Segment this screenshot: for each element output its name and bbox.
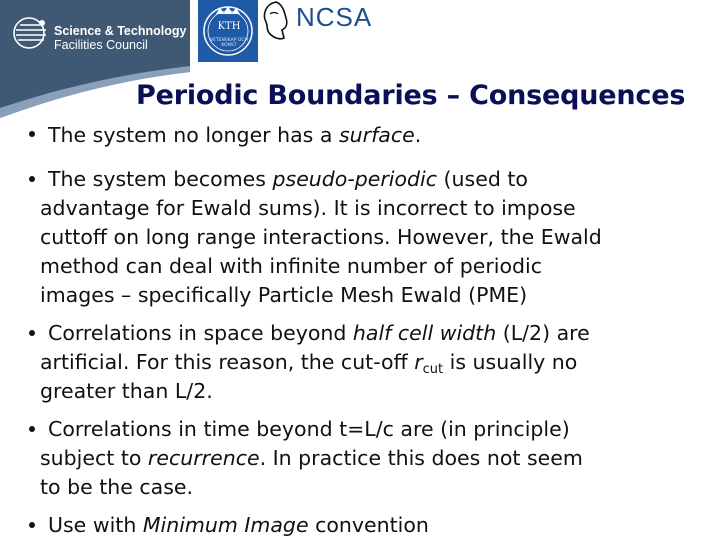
- bullet-2-line-1: [48, 165, 528, 194]
- bullet-dot: [29, 426, 35, 432]
- text: subject to: [40, 446, 148, 470]
- stfc-line1: Science & Technology: [54, 24, 187, 38]
- emphasis: surface: [338, 123, 415, 147]
- stfc-line2: Facilities Council: [54, 38, 148, 52]
- ncsa-wordmark: NCSA: [296, 2, 373, 32]
- text: .: [414, 123, 422, 147]
- slide-title: Periodic Boundaries – Consequences: [136, 80, 686, 111]
- kth-motto: VETENSKAP OCH KONST: [210, 38, 248, 48]
- bullet-dot: [29, 131, 35, 137]
- bullet-3-line-3: greater than L/2.: [40, 379, 213, 403]
- text: Correlations in space beyond: [48, 321, 353, 345]
- bullet-1-line-1: [48, 121, 421, 150]
- bullet-2-line-2: advantage for Ewald sums). It is incorrect to impose: [40, 196, 576, 220]
- bullet-2-line-5: images – specifically Particle Mesh Ewald (PME): [40, 283, 528, 307]
- stfc-wordmark: [54, 24, 186, 52]
- bullet-3-line-1: [48, 319, 590, 348]
- text: (used to: [437, 167, 528, 191]
- bullet-dot: [29, 522, 35, 528]
- bullet-dot: [29, 330, 35, 336]
- bullet-4-line-2: [40, 444, 583, 473]
- text: The system no longer has a: [48, 123, 339, 147]
- text: . In practice this does not seem: [259, 446, 583, 470]
- bullet-2-line-3: cuttoff on long range interactions. However, the Ewald: [40, 225, 602, 249]
- bullet-4-line-3: to be the case.: [40, 475, 194, 499]
- text: (L/2) are: [496, 321, 590, 345]
- emphasis: pseudo-periodic: [272, 167, 438, 191]
- bullet-5-line-1: [48, 511, 429, 540]
- kth-logo: [198, 0, 258, 62]
- kth-name: KTH: [217, 21, 241, 32]
- emphasis: Minimum Image: [142, 513, 309, 537]
- bullet-dot: [29, 176, 35, 182]
- subscript: cut: [422, 362, 444, 377]
- emphasis: half cell width: [352, 321, 497, 345]
- text: is usually no: [443, 350, 578, 374]
- text: Use with: [48, 513, 143, 537]
- bullet-2-line-4: method can deal with infinite number of periodic: [40, 254, 542, 278]
- bullet-4-line-1: Correlations in time beyond t=L/c are (in principle): [48, 417, 570, 441]
- emphasis: recurrence: [147, 446, 260, 470]
- stfc-logo-icon: [12, 16, 50, 50]
- text: convention: [308, 513, 429, 537]
- ncsa-profile-icon: [258, 0, 294, 42]
- text: artificial. For this reason, the cut-off: [40, 350, 415, 374]
- text: The system becomes: [48, 167, 273, 191]
- emphasis: r: [414, 350, 423, 374]
